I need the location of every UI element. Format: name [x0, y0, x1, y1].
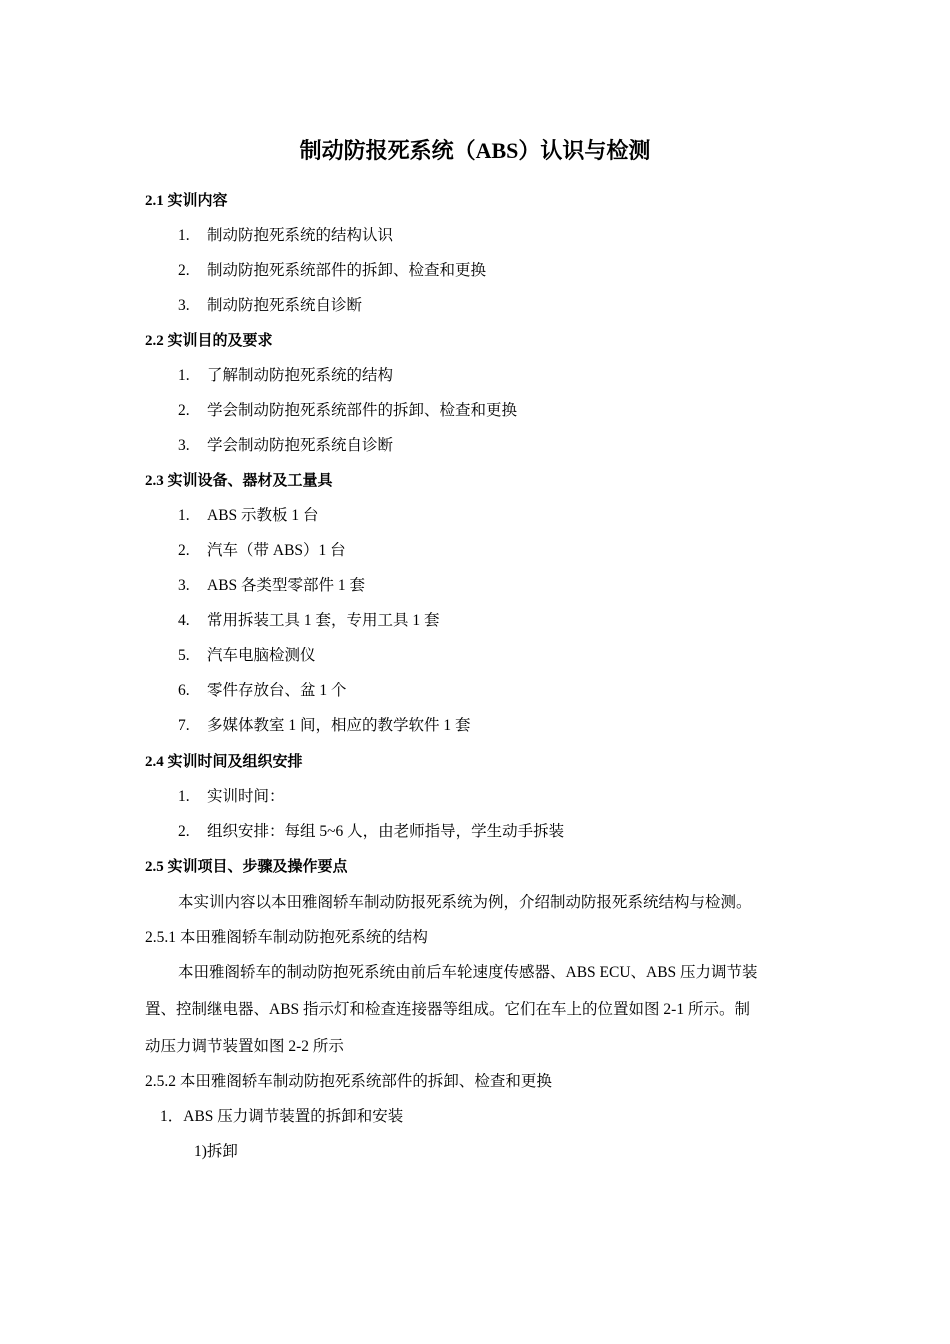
paragraph-line: 本田雅阁轿车的制动防抱死系统由前后车轮速度传感器、ABS ECU、ABS 压力调节装	[178, 964, 758, 981]
subsection-heading-2-5-2: 2.5.2 本田雅阁轿车制动防抱死系统部件的拆卸、检查和更换	[145, 1073, 552, 1090]
list-item	[178, 296, 362, 316]
list-item	[178, 261, 486, 281]
list-item	[178, 541, 346, 561]
list-number: 6.	[178, 682, 190, 699]
list-item	[178, 226, 393, 246]
list-item	[178, 787, 285, 807]
list-text: 制动防抱死系统的结构认识	[207, 227, 394, 244]
list-text: 组织安排：每组 5~6 人，由老师指导，学生动手拆装	[207, 823, 565, 840]
list-number: 2.	[178, 823, 190, 840]
list-number: 1.	[178, 367, 190, 384]
list-text: 常用拆装工具 1 套，专用工具 1 套	[207, 612, 440, 629]
list-number: 1.	[178, 788, 190, 805]
step-subheading: 1)拆卸	[194, 1143, 238, 1160]
list-number: 4.	[178, 612, 190, 629]
list-item	[178, 506, 319, 526]
intro-paragraph: 本实训内容以本田雅阁轿车制动防报死系统为例，介绍制动防报死系统结构与检测。	[178, 894, 752, 911]
list-text: 学会制动防抱死系统自诊断	[207, 437, 394, 454]
list-number: 1.	[178, 507, 190, 524]
section-heading-2-1: 2.1 实训内容	[145, 193, 228, 209]
list-item	[178, 681, 347, 701]
list-item	[178, 646, 316, 666]
list-item	[178, 576, 365, 596]
subsection-heading-2-5-1: 2.5.1 本田雅阁轿车制动防抱死系统的结构	[145, 929, 428, 946]
document-title: 制动防报死系统（ABS）认识与检测	[299, 138, 651, 163]
list-item	[178, 366, 393, 386]
list-text: 制动防抱死系统部件的拆卸、检查和更换	[207, 262, 487, 279]
list-text: 学会制动防抱死系统部件的拆卸、检查和更换	[207, 402, 518, 419]
paragraph-line: 置、控制继电器、ABS 指示灯和检查连接器等组成。它们在车上的位置如图 2-1 所示。制	[145, 1001, 750, 1018]
list-item	[178, 401, 517, 421]
section-heading-2-2: 2.2 实训目的及要求	[145, 333, 273, 349]
list-number: 7.	[178, 717, 190, 734]
list-number: 5.	[178, 647, 190, 664]
list-number: 2.	[178, 402, 190, 419]
section-heading-2-5: 2.5 实训项目、步骤及操作要点	[145, 859, 348, 875]
list-number: 3.	[178, 297, 190, 314]
list-text: 多媒体教室 1 间，相应的教学软件 1 套	[207, 717, 471, 734]
list-text: ABS 示教板 1 台	[207, 507, 319, 524]
list-item	[178, 436, 393, 456]
paragraph-line: 动压力调节装置如图 2-2 所示	[145, 1038, 344, 1055]
list-number: 2.	[178, 542, 190, 559]
list-item	[178, 716, 471, 736]
list-number: 2.	[178, 262, 190, 279]
list-text: 实训时间：	[207, 788, 285, 805]
step-heading: 1．ABS 压力调节装置的拆卸和安装	[160, 1108, 404, 1125]
list-number: 3.	[178, 437, 190, 454]
list-number: 1.	[178, 227, 190, 244]
list-number: 3.	[178, 577, 190, 594]
section-heading-2-3: 2.3 实训设备、器材及工量具	[145, 473, 333, 489]
section-heading-2-4: 2.4 实训时间及组织安排	[145, 754, 303, 770]
list-text: ABS 各类型零部件 1 套	[207, 577, 366, 594]
list-text: 零件存放台、盆 1 个	[207, 682, 347, 699]
list-text: 制动防抱死系统自诊断	[207, 297, 363, 314]
list-item	[178, 611, 440, 631]
list-text: 汽车电脑检测仪	[207, 647, 316, 664]
list-text: 了解制动防抱死系统的结构	[207, 367, 394, 384]
list-item	[178, 822, 564, 842]
list-text: 汽车（带 ABS）1 台	[207, 542, 346, 559]
